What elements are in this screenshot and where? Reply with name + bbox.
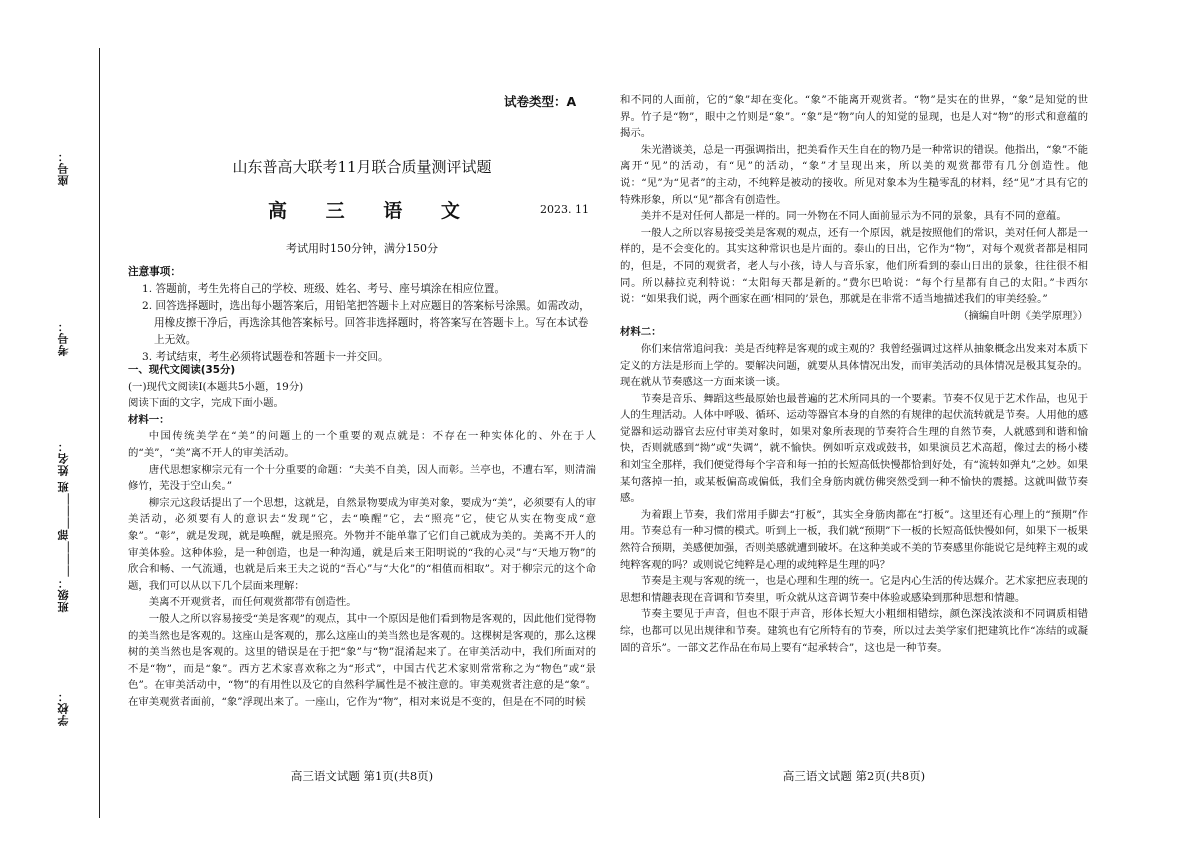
exam-title: 山东普高大联考11月联合质量测评试题: [232, 158, 492, 176]
paragraph: 一般人之所以容易接受美是客观的观点，还有一个原因，就是按照他们的常识，美对任何人都是一样的，是不会变化的。其实这种常识也是片面的。泰山的日出，它作为“物”，对每个观赏者都是相同的，但是，不同的观赏者，老人与小孩，诗人与音乐家，他们所看到的泰山日出的景象，往往很不相同。所以赫拉克利特说：“太阳每天都是新的。”费尔巴哈说：“每个行星都有自己的太阳。”卡西尔说：“如果我们说，两个画家在画‘相同的’景色，那就是在非常不适当地描述我们的审美经验。”: [620, 226, 1088, 306]
exam-number-field-label: 考号：: [57, 320, 70, 356]
notice-item: 3. 考试结束，考生必须将试题卷和答题卡一并交回。: [142, 351, 389, 363]
paragraph: 为着跟上节奏，我们常用手脚去“打板”，其实全身筋肉都在“打板”。这里还有心理上的“预期”作用。节奏总有一种习惯的模式。听到上一板，我们就“预期”下一板的长短高低快慢如何，如果下一板果然符合预期，美感便加强，否则美感就遭到破坏。在这种美或不美的节奏感里你能说它是纯粹主观的或纯粹客观的吗？或则说它纯粹是心理的或纯粹是生理的吗？: [620, 508, 1088, 571]
paragraph: 美并不是对任何人都是一样的。同一外物在不同人面前显示为不同的景象，具有不同的意蕴。: [640, 210, 1067, 223]
page-1-content: [128, 362, 596, 710]
page-1: [128, 0, 596, 850]
source-citation: （摘编自叶朗《美学原理》）: [958, 309, 1088, 322]
page-2: [620, 0, 1088, 850]
subsection-heading: (一)现代文阅读Ⅰ(本题共5小题，19分): [128, 380, 304, 393]
page-footer: 高三语文试题 第2页(共8页): [782, 769, 926, 783]
seat-field-label: 座号：: [57, 150, 70, 186]
page-footer: 高三语文试题 第1页(共8页): [290, 769, 434, 783]
paragraph: 节奏是主观与客观的统一，也是心理和生理的统一。它是内心生活的传达媒介。艺术家把应表现的思想和情趣表现在音调和节奏里，听众就从这音调节奏中体验或感染到那种思想和情趣。: [620, 575, 1088, 604]
paragraph: 和不同的人面前，它的“象”却在变化。“象”不能离开观赏者。“物”是实在的世界，“象”是知觉的世界。竹子是“物”，眼中之竹则是“象”。“象”是“物”向人的知觉的显现，也是人对“物”的形式和意蕴的揭示。: [620, 94, 1088, 140]
binding-line: [99, 48, 100, 818]
school-field-label: 学校：: [57, 690, 70, 726]
exam-date: 2023. 11: [540, 203, 589, 216]
page-2-content: [620, 92, 1088, 656]
section-heading: 一、现代文阅读(35分): [128, 364, 236, 376]
exam-time: 考试用时150分钟，满分150分: [286, 242, 438, 255]
paragraph: 你们来信常追问我：美是否纯粹是客观的或主观的？我曾经强调过这样从抽象概念出发来对本质下定义的方法是形而上学的。要解决问题，就要从具体情况出发，而审美活动的具体情况是极其复杂的。现在就从节奏感这一方面来谈一谈。: [620, 342, 1088, 389]
material-label: 材料一：: [128, 413, 170, 426]
notice-item: 2. 回答选择题时，选出每小题答案后，用铅笔把答题卡上对应题目的答案标号涂黑。如需改动，用橡皮擦干净后，再选涂其他答案标号。回答非选择题时，将答案写在答题卡上。写在本试卷上无效。: [142, 300, 590, 346]
material-label: 材料二：: [620, 326, 662, 339]
class-name-field-label: 班级：＿＿＿部＿＿＿班 姓名：: [57, 440, 70, 613]
paragraph: 中国传统美学在“美”的问题上的一个重要的观点就是：不存在一种实体化的、外在于人的“美”，“美”离不开人的审美活动。: [128, 430, 596, 459]
paragraph: 柳宗元这段话提出了一个思想，这就是，自然景物要成为审美对象，要成为“美”，必须要有人的审美活动，必须要有人的意识去“发现”它，去“唤醒”它，去“照亮”它，使它从实在物变成“意象”。“彰”，就是发现，就是唤醒，就是照亮。外物并不能单靠了它们自己就成为美的。美离不开人的审美体验。这种体验，是一种创造，也是一种沟通，就是后来王阳明说的“我的心灵”与“天地万物”的欣合和畅、一气流通，也就是后来王夫之说的“吾心”与“大化”的“相值而相取”。对于柳宗元的这个命题，我们可以从以下几个层面来理解：: [128, 496, 596, 592]
paragraph: 美离不开观赏者，而任何观赏都带有创造性。: [148, 596, 357, 609]
notice-item: 1. 答题前，考生先将自己的学校、班级、姓名、考号、座号填涂在相应位置。: [142, 283, 506, 295]
paragraph: 节奏是音乐、舞蹈这些最原始也最普遍的艺术所同具的一个要素。节奏不仅见于艺术作品，也见于人的生理活动。人体中呼吸、循环、运动等器官本身的自然的有规律的起伏流转就是节奏。人用他的感觉器和运动器官去应付审美对象时，如果对象所表现的节奏符合生理的自然节奏，人就感到和谐和愉快，否则就感到“拗”或“失调”，就不愉快。例如听京戏或鼓书，如果演员艺术高超，像过去的杨小楼和刘宝全那样，我们便觉得每个字音和每一拍的长短高低快慢都恰到好处，有“流转如弹丸”之妙。如果某句落掉一拍，或某板偏高或偏低，我们全身筋肉就仿佛突然受到一种不愉快的震撼。这就叫做节奏感。: [620, 392, 1088, 505]
subject-title: 高 三 语 文: [268, 200, 476, 222]
notice-title: 注意事项：: [128, 266, 181, 278]
notice-block: [128, 264, 596, 366]
paragraph: 唐代思想家柳宗元有一个十分重要的命题：“夫美不自美，因人而彰。兰亭也，不遭右军，则清湍修竹，芜没于空山矣。”: [128, 463, 596, 493]
exam-type: 试卷类型：A: [504, 94, 577, 109]
paragraph: 朱光潜谈美，总是一再强调指出，把美看作天生自在的物乃是一种常识的错误。他指出，“象”不能离开“见”的活动，有“见”的活动，“象”才呈现出来，所以美的观赏都带有几分创造性。他说：“见”为“见者”的主动，不纯粹是被动的接收。所见对象本为生糙零乱的材料，经“见”才具有它的特殊形象，所以“见”都含有创造性。: [620, 143, 1088, 206]
paragraph: 节奏主要见于声音，但也不限于声音，形体长短大小粗细相错综，颜色深浅浓淡和不同调质相错综，也都可以见出规律和节奏。建筑也有它所特有的节奏，所以过去美学家们把建筑比作“冻结的或凝固的音乐”。一部文艺作品在布局上要有“起承转合”，这也是一种节奏。: [620, 608, 1088, 654]
paragraph: 一般人之所以容易接受“美是客观”的观点，其中一个原因是他们看到物是客观的，因此他们觉得物的美当然也是客观的。这座山是客观的，那么这座山的美当然也是客观的。这棵树是客观的，那么这棵树的美当然也是客观的。这里的错误是在于把“象”与“物”混淆起来了。在审美活动中，我们所面对的不是“物”，而是“象”。西方艺术家喜欢称之为“形式”，中国古代艺术家则常常称之为“物色”或“景色”。在审美活动中，“物”的有用性以及它的自然科学属性是不被注意的。审美观赏者注意的是“象”。在审美观赏者面前，“象”浮现出来了。一座山，它作为“物”，相对来说是不变的，但是在不同的时候: [128, 612, 596, 708]
reading-instruction: 阅读下面的文字，完成下面小题。: [128, 397, 284, 410]
